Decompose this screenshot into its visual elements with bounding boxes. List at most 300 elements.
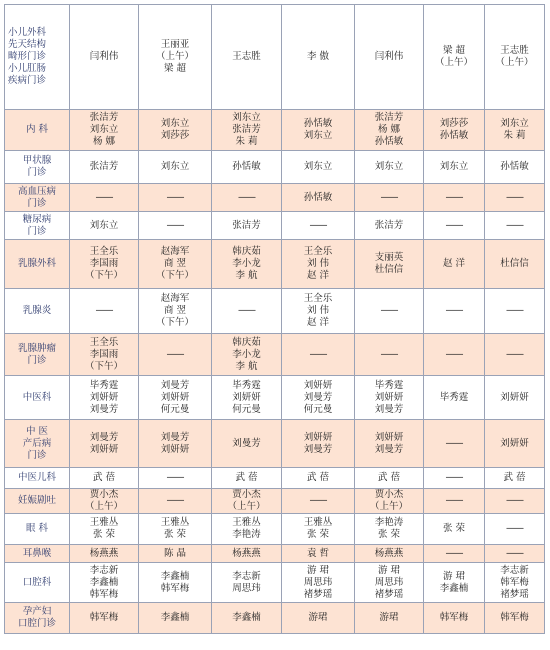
schedule-cell bbox=[212, 420, 282, 468]
schedule-cell bbox=[139, 289, 212, 334]
schedule-cell bbox=[139, 514, 212, 545]
schedule-cell bbox=[424, 289, 485, 334]
doctor-name: 褚梦瑶 bbox=[374, 588, 404, 600]
doctor-name: —— bbox=[380, 305, 398, 316]
row-label-line: 内 科 bbox=[25, 124, 49, 135]
schedule-cell bbox=[212, 289, 282, 334]
doctor-name: 支丽英 bbox=[374, 252, 404, 263]
doctor-name: 王全乐 bbox=[303, 293, 333, 304]
doctor-name: 赵海军 bbox=[160, 293, 190, 304]
schedule-cell bbox=[485, 563, 545, 603]
row-label-line: 畸形门诊 bbox=[8, 51, 47, 62]
table-row bbox=[5, 563, 545, 603]
doctor-name: 刘妍妍 bbox=[160, 443, 190, 455]
doctor-name: 李志新 bbox=[89, 564, 119, 576]
schedule-cell bbox=[212, 468, 282, 489]
header-col-5 bbox=[355, 5, 424, 110]
doctor-name: 毕秀霆 bbox=[374, 379, 404, 391]
doctor-name: 刘曼芳 bbox=[89, 403, 119, 415]
doctor-name: 刘妍妍 bbox=[232, 391, 261, 403]
doctor-name: 陈 晶 bbox=[163, 547, 187, 559]
schedule-cell bbox=[282, 376, 355, 420]
schedule-cell bbox=[139, 334, 212, 376]
schedule-cell bbox=[485, 110, 545, 151]
schedule-cell bbox=[485, 376, 545, 420]
schedule-cell bbox=[485, 289, 545, 334]
header-col-2 bbox=[139, 5, 212, 110]
doctor-name: 张洁芳 bbox=[89, 161, 119, 172]
row-label bbox=[5, 212, 70, 240]
schedule-cell bbox=[282, 514, 355, 545]
schedule-cell bbox=[282, 289, 355, 334]
schedule-cell bbox=[282, 563, 355, 603]
doctor-name: 王雅丛 bbox=[89, 517, 119, 528]
schedule-cell bbox=[424, 545, 485, 563]
table-row bbox=[5, 376, 545, 420]
doctor-name: 韩军梅 bbox=[160, 582, 190, 594]
schedule-cell bbox=[70, 489, 139, 514]
schedule-cell bbox=[282, 545, 355, 563]
schedule-cell bbox=[212, 151, 282, 184]
doctor-name: 何元曼 bbox=[303, 403, 333, 415]
doctor-name: 武 蓓 bbox=[377, 472, 401, 483]
schedule-cell bbox=[485, 514, 545, 545]
row-label bbox=[5, 420, 70, 468]
row-label-line: 门诊 bbox=[27, 167, 47, 178]
schedule-cell bbox=[424, 603, 485, 634]
doctor-name: （下午） bbox=[84, 270, 123, 281]
schedule-cell bbox=[355, 420, 424, 468]
doctor-name: 刘妍妍 bbox=[500, 437, 529, 449]
clinic-schedule-table bbox=[4, 4, 545, 634]
schedule-cell bbox=[485, 240, 545, 289]
schedule-cell bbox=[355, 563, 424, 603]
doctor-name: 梁 超 bbox=[442, 45, 466, 56]
doctor-name: 毕秀霆 bbox=[232, 379, 261, 391]
row-label-line: 中 医 bbox=[25, 425, 49, 437]
doctor-name: —— bbox=[380, 191, 398, 203]
doctor-name: 赵 洋 bbox=[442, 258, 466, 269]
schedule-cell bbox=[424, 240, 485, 289]
doctor-name: 毕秀霆 bbox=[89, 379, 119, 391]
schedule-cell bbox=[139, 184, 212, 212]
table-row bbox=[5, 240, 545, 289]
doctor-name: 周思玮 bbox=[232, 582, 261, 594]
doctor-name: —— bbox=[506, 523, 523, 534]
schedule-cell bbox=[355, 545, 424, 563]
doctor-name: 刘妍妍 bbox=[89, 443, 119, 455]
schedule-cell bbox=[139, 468, 212, 489]
doctor-name: 张 荣 bbox=[92, 529, 116, 540]
row-label-line: 眼 科 bbox=[25, 523, 49, 534]
row-label bbox=[5, 110, 70, 151]
doctor-name: 张 荣 bbox=[306, 529, 330, 540]
doctor-name: 褚梦瑶 bbox=[303, 588, 333, 600]
doctor-name: 刘妍妍 bbox=[374, 391, 404, 403]
doctor-name: —— bbox=[166, 348, 184, 360]
schedule-cell bbox=[70, 563, 139, 603]
schedule-cell bbox=[212, 212, 282, 240]
row-label bbox=[5, 376, 70, 420]
schedule-cell bbox=[212, 489, 282, 514]
doctor-name: 游珺 bbox=[379, 612, 399, 623]
doctor-name: 张洁芳 bbox=[374, 112, 404, 123]
doctor-name: 刘莎莎 bbox=[439, 118, 469, 129]
doctor-name: 周思玮 bbox=[303, 576, 333, 588]
doctor-name: 刘妍妍 bbox=[374, 431, 404, 443]
schedule-cell bbox=[485, 184, 545, 212]
row-label-line: 中医儿科 bbox=[17, 472, 56, 483]
doctor-name: 刘 伟 bbox=[306, 258, 330, 269]
doctor-name: 贾小杰 bbox=[232, 489, 261, 500]
header-col-3 bbox=[212, 5, 282, 110]
schedule-cell bbox=[282, 489, 355, 514]
row-label-line: 门诊 bbox=[27, 354, 47, 366]
doctor-name: 武 蓓 bbox=[235, 472, 258, 483]
row-label-line: 耳鼻喉 bbox=[22, 547, 52, 559]
doctor-name: 贾小杰 bbox=[89, 489, 119, 500]
doctor-name: （上午） bbox=[155, 51, 194, 62]
doctor-name: —— bbox=[238, 305, 255, 316]
table-row bbox=[5, 545, 545, 563]
schedule-cell bbox=[282, 334, 355, 376]
doctor-name: —— bbox=[445, 219, 463, 231]
doctor-name: 孙恬敏 bbox=[303, 191, 333, 203]
table-row bbox=[5, 603, 545, 634]
doctor-name: 李艳涛 bbox=[374, 517, 404, 528]
row-label bbox=[5, 468, 70, 489]
schedule-cell bbox=[424, 514, 485, 545]
schedule-cell bbox=[212, 603, 282, 634]
schedule-cell bbox=[485, 151, 545, 184]
schedule-cell bbox=[282, 151, 355, 184]
schedule-cell bbox=[212, 563, 282, 603]
schedule-cell bbox=[282, 603, 355, 634]
row-label-line: 口腔门诊 bbox=[17, 618, 56, 629]
schedule-cell bbox=[355, 489, 424, 514]
doctor-name: —— bbox=[95, 191, 113, 203]
schedule-cell bbox=[355, 603, 424, 634]
schedule-cell bbox=[212, 110, 282, 151]
row-label bbox=[5, 514, 70, 545]
schedule-cell bbox=[139, 420, 212, 468]
schedule-cell bbox=[139, 110, 212, 151]
schedule-cell bbox=[70, 420, 139, 468]
doctor-name: 张洁芳 bbox=[89, 112, 119, 123]
doctor-name: 游珺 bbox=[308, 612, 328, 623]
schedule-cell bbox=[424, 110, 485, 151]
schedule-cell bbox=[355, 376, 424, 420]
doctor-name: 何元曼 bbox=[160, 403, 190, 415]
doctor-name: 毕秀霆 bbox=[439, 391, 469, 403]
schedule-cell bbox=[139, 489, 212, 514]
doctor-name: —— bbox=[445, 348, 463, 360]
doctor-name: 刘东立 bbox=[232, 112, 261, 123]
doctor-name: —— bbox=[506, 191, 523, 203]
row-label bbox=[5, 603, 70, 634]
table-row bbox=[5, 212, 545, 240]
doctor-name: 王全乐 bbox=[89, 246, 119, 257]
doctor-name: 刘曼芳 bbox=[160, 379, 190, 391]
header-row bbox=[5, 5, 545, 110]
doctor-name: 刘东立 bbox=[439, 161, 469, 172]
doctor-name: 李国雨 bbox=[89, 348, 119, 360]
doctor-name: （下午） bbox=[155, 270, 194, 281]
doctor-name: 刘东立 bbox=[160, 118, 190, 129]
doctor-name: 李鑫楠 bbox=[160, 570, 190, 582]
header-col-4 bbox=[282, 5, 355, 110]
doctor-name: 赵海军 bbox=[160, 246, 190, 257]
doctor-name: 王全乐 bbox=[89, 336, 119, 348]
doctor-name: （上午） bbox=[495, 57, 534, 68]
schedule-cell bbox=[424, 376, 485, 420]
schedule-cell bbox=[70, 289, 139, 334]
doctor-name: 张洁芳 bbox=[232, 124, 261, 135]
doctor-name: 杜信信 bbox=[374, 264, 404, 275]
schedule-cell bbox=[212, 376, 282, 420]
schedule-cell bbox=[485, 603, 545, 634]
schedule-cell bbox=[355, 212, 424, 240]
doctor-name: —— bbox=[95, 305, 113, 316]
schedule-cell bbox=[212, 545, 282, 563]
row-label bbox=[5, 151, 70, 184]
schedule-cell bbox=[282, 110, 355, 151]
doctor-name: —— bbox=[445, 495, 463, 506]
doctor-name: —— bbox=[166, 219, 184, 231]
schedule-cell bbox=[355, 151, 424, 184]
schedule-cell bbox=[282, 420, 355, 468]
doctor-name: 韩军梅 bbox=[500, 576, 529, 588]
schedule-cell bbox=[355, 289, 424, 334]
row-label-line: 乳腺肿瘤 bbox=[17, 342, 56, 354]
doctor-name: （上午） bbox=[369, 501, 408, 512]
doctor-name: 王雅丛 bbox=[160, 517, 190, 528]
doctor-name: 刘莎莎 bbox=[160, 130, 190, 141]
schedule-cell bbox=[485, 545, 545, 563]
doctor-name: 李 傲 bbox=[306, 51, 330, 62]
schedule-cell bbox=[212, 184, 282, 212]
schedule-cell bbox=[424, 563, 485, 603]
doctor-name: 商 翌 bbox=[163, 258, 187, 269]
doctor-name: —— bbox=[166, 495, 184, 506]
schedule-cell bbox=[485, 468, 545, 489]
doctor-name: 刘东立 bbox=[89, 219, 119, 231]
schedule-cell bbox=[485, 420, 545, 468]
doctor-name: 游 珺 bbox=[306, 564, 330, 576]
schedule-cell bbox=[70, 603, 139, 634]
schedule-cell bbox=[282, 468, 355, 489]
doctor-name: —— bbox=[309, 348, 327, 360]
doctor-name: 韩军梅 bbox=[89, 588, 119, 600]
doctor-name: 杨燕燕 bbox=[232, 547, 261, 559]
doctor-name: （下午） bbox=[155, 317, 194, 328]
doctor-name: 李志新 bbox=[500, 564, 529, 576]
doctor-name: 李小龙 bbox=[232, 348, 261, 360]
schedule-cell bbox=[70, 212, 139, 240]
doctor-name: 刘妍妍 bbox=[89, 391, 119, 403]
doctor-name: 刘曼芳 bbox=[303, 443, 333, 455]
doctor-name: 王全乐 bbox=[303, 246, 333, 257]
doctor-name: —— bbox=[445, 472, 463, 483]
row-label-line: 妊娠剧吐 bbox=[17, 495, 56, 506]
schedule-cell bbox=[70, 376, 139, 420]
doctor-name: —— bbox=[380, 348, 398, 360]
doctor-name: （上午） bbox=[84, 501, 123, 512]
schedule-cell bbox=[139, 563, 212, 603]
schedule-cell bbox=[212, 334, 282, 376]
doctor-name: —— bbox=[166, 191, 184, 203]
doctor-name: 梁 超 bbox=[163, 63, 187, 74]
doctor-name: 周思玮 bbox=[374, 576, 404, 588]
schedule-cell bbox=[355, 514, 424, 545]
doctor-name: 李 航 bbox=[235, 270, 258, 281]
doctor-name: 刘妍妍 bbox=[500, 391, 529, 403]
doctor-name: 刘东立 bbox=[303, 161, 333, 172]
doctor-name: 张 荣 bbox=[442, 523, 466, 534]
row-label-line: 门诊 bbox=[27, 197, 47, 209]
doctor-name: 刘东立 bbox=[500, 118, 529, 129]
row-label-line: 产后病 bbox=[22, 437, 52, 449]
schedule-cell bbox=[70, 468, 139, 489]
doctor-name: —— bbox=[506, 219, 523, 231]
schedule-cell bbox=[70, 334, 139, 376]
doctor-name: 刘曼芳 bbox=[303, 391, 333, 403]
doctor-name: 孙恬敏 bbox=[500, 161, 529, 172]
doctor-name: —— bbox=[506, 305, 523, 316]
doctor-name: 王志胜 bbox=[232, 51, 261, 62]
doctor-name: 游 珺 bbox=[377, 564, 401, 576]
doctor-name: 刘妍妍 bbox=[303, 379, 333, 391]
row-label bbox=[5, 545, 70, 563]
row-label-line: 疾病门诊 bbox=[8, 75, 47, 86]
table-row bbox=[5, 151, 545, 184]
doctor-name: 张 荣 bbox=[377, 529, 401, 540]
header-col-6 bbox=[424, 5, 485, 110]
schedule-cell bbox=[282, 184, 355, 212]
schedule-cell bbox=[282, 240, 355, 289]
row-label bbox=[5, 563, 70, 603]
table-row bbox=[5, 289, 545, 334]
doctor-name: 王雅丛 bbox=[303, 517, 333, 528]
row-label-line: 小儿肛肠 bbox=[8, 63, 47, 74]
doctor-name: 刘曼芳 bbox=[232, 437, 261, 449]
doctor-name: —— bbox=[445, 191, 463, 203]
schedule-cell bbox=[424, 420, 485, 468]
doctor-name: 李鑫楠 bbox=[160, 612, 190, 623]
doctor-name: 武 蓓 bbox=[306, 472, 330, 483]
row-label bbox=[5, 240, 70, 289]
schedule-cell bbox=[485, 334, 545, 376]
header-corner-pediatric-surgery bbox=[5, 5, 70, 110]
schedule-cell bbox=[70, 240, 139, 289]
doctor-name: —— bbox=[506, 547, 523, 559]
schedule-cell bbox=[139, 151, 212, 184]
doctor-name: 武 蓓 bbox=[503, 472, 526, 483]
doctor-name: 孙恬敏 bbox=[232, 161, 261, 172]
row-label-line: 中医科 bbox=[22, 391, 52, 403]
schedule-sheet bbox=[4, 4, 544, 644]
table-row bbox=[5, 334, 545, 376]
schedule-cell bbox=[355, 468, 424, 489]
schedule-cell bbox=[355, 184, 424, 212]
doctor-name: 赵 洋 bbox=[306, 317, 330, 328]
doctor-name: 刘东立 bbox=[160, 161, 190, 172]
row-label-line: 小儿外科 bbox=[8, 27, 47, 38]
doctor-name: （上午） bbox=[227, 501, 266, 512]
doctor-name: 刘东立 bbox=[303, 130, 333, 141]
doctor-name: —— bbox=[506, 348, 523, 360]
row-label-line: 门诊 bbox=[27, 449, 47, 461]
doctor-name: 刘妍妍 bbox=[160, 391, 190, 403]
schedule-cell bbox=[355, 334, 424, 376]
row-label-line: 乳腺外科 bbox=[17, 258, 56, 269]
doctor-name: 王雅丛 bbox=[232, 517, 261, 528]
doctor-name: 张 荣 bbox=[163, 529, 187, 540]
doctor-name: —— bbox=[445, 547, 463, 559]
doctor-name: 杜信信 bbox=[500, 258, 529, 269]
doctor-name: 李艳涛 bbox=[232, 529, 261, 540]
doctor-name: 李鑫楠 bbox=[232, 612, 261, 623]
row-label-line: 高血压病 bbox=[17, 185, 56, 197]
row-label-line: 糖尿病 bbox=[22, 213, 52, 225]
doctor-name: —— bbox=[309, 495, 327, 506]
doctor-name: 张洁芳 bbox=[232, 219, 261, 231]
schedule-cell bbox=[424, 468, 485, 489]
doctor-name: 褚梦瑶 bbox=[500, 588, 529, 600]
doctor-name: 韩庆茹 bbox=[232, 336, 261, 348]
doctor-name: 闫利伟 bbox=[374, 51, 404, 62]
doctor-name: 刘曼芳 bbox=[374, 443, 404, 455]
doctor-name: 孙恬敏 bbox=[374, 136, 404, 147]
doctor-name: 朱 莉 bbox=[503, 130, 526, 141]
schedule-cell bbox=[139, 212, 212, 240]
schedule-cell bbox=[139, 240, 212, 289]
schedule-cell bbox=[485, 489, 545, 514]
doctor-name: 刘曼芳 bbox=[160, 431, 190, 443]
doctor-name: 王志胜 bbox=[500, 45, 529, 56]
schedule-cell bbox=[139, 376, 212, 420]
doctor-name: 刘妍妍 bbox=[303, 431, 333, 443]
doctor-name: 孙恬敏 bbox=[303, 118, 333, 129]
doctor-name: （下午） bbox=[84, 360, 123, 372]
doctor-name: 李鑫楠 bbox=[439, 582, 469, 594]
doctor-name: 刘东立 bbox=[89, 124, 119, 135]
table-row bbox=[5, 468, 545, 489]
doctor-name: 刘 伟 bbox=[306, 305, 330, 316]
doctor-name: 贾小杰 bbox=[374, 489, 404, 500]
row-label bbox=[5, 334, 70, 376]
doctor-name: 何元曼 bbox=[232, 403, 261, 415]
doctor-name: 武 蓓 bbox=[92, 472, 116, 483]
doctor-name: 韩军梅 bbox=[500, 612, 529, 623]
row-label-line: 口腔科 bbox=[22, 576, 52, 588]
schedule-cell bbox=[424, 151, 485, 184]
doctor-name: 游 珺 bbox=[442, 570, 466, 582]
doctor-name: 李 航 bbox=[235, 360, 258, 372]
schedule-cell bbox=[212, 240, 282, 289]
doctor-name: 袁 哲 bbox=[306, 547, 330, 559]
schedule-cell bbox=[70, 110, 139, 151]
doctor-name: 李国雨 bbox=[89, 258, 119, 269]
schedule-cell bbox=[70, 151, 139, 184]
schedule-cell bbox=[282, 212, 355, 240]
schedule-cell bbox=[424, 334, 485, 376]
table-row bbox=[5, 489, 545, 514]
row-label-line: 孕产妇 bbox=[22, 606, 52, 617]
schedule-cell bbox=[424, 212, 485, 240]
doctor-name: 李志新 bbox=[232, 570, 261, 582]
doctor-name: 韩军梅 bbox=[89, 612, 119, 623]
